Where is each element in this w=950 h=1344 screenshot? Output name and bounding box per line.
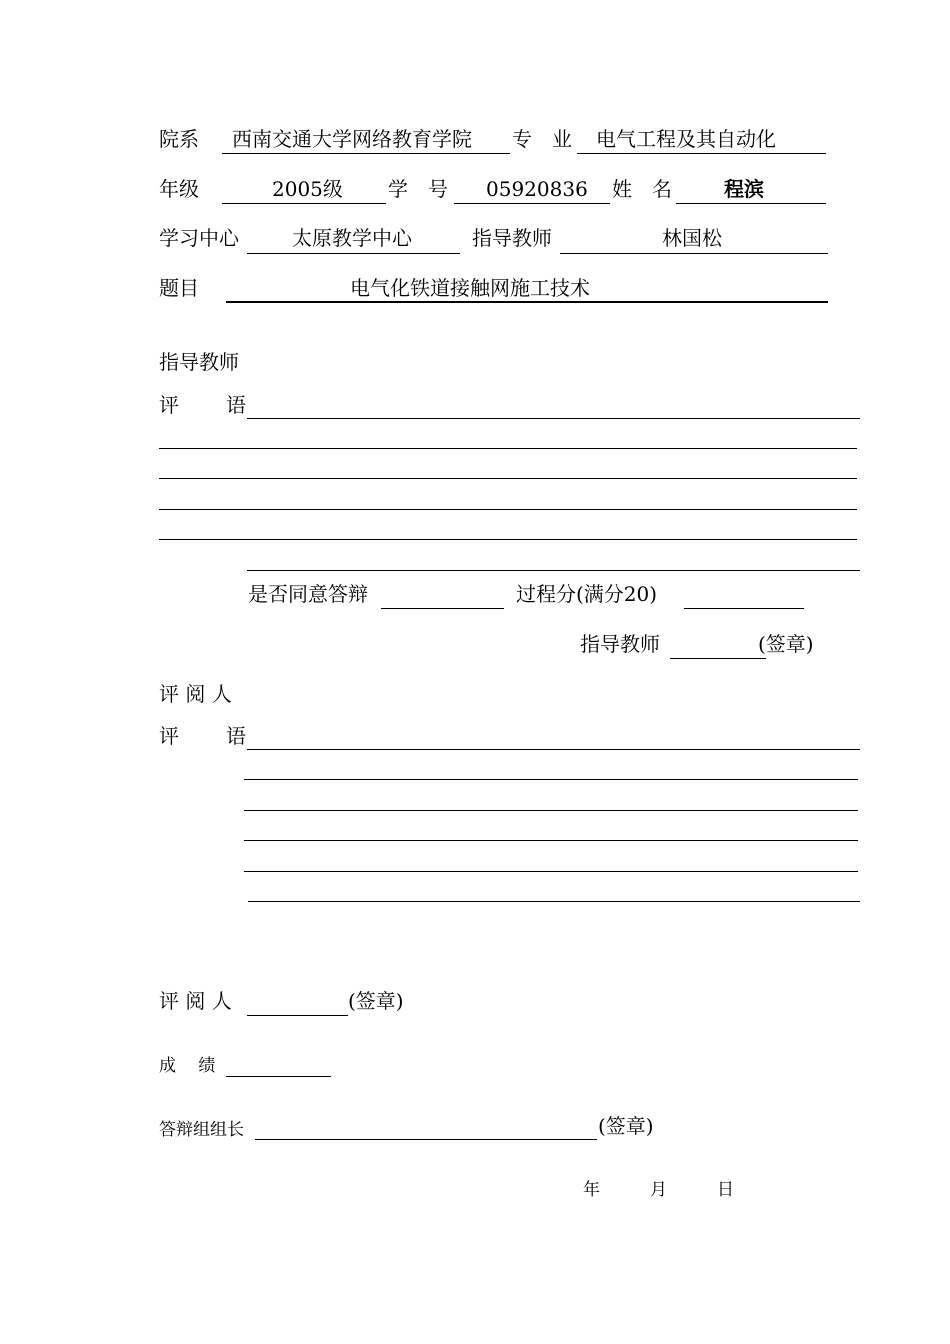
grade-label: 年级 [159,177,199,201]
process-score-label: 过程分(满分20) [516,582,658,606]
dept-value: 西南交通大学网络教育学院 [232,127,472,151]
reviewer-section-heading: 评 阅 人 [159,682,232,706]
dept-label: 院系 [159,127,199,151]
advisor-seal-label: (签章) [758,632,814,656]
reviewer-comment-label-2: 语 [226,724,246,748]
advisor-comment-line [159,509,857,510]
center-value: 太原教学中心 [292,226,412,250]
advisor-comment-line [247,418,860,419]
reviewer-comment-label-1: 评 [159,724,179,748]
advisor-comment-label-1: 评 [159,393,179,417]
topic-value: 电气化铁道接触网施工技术 [350,276,590,300]
dept-underline [222,153,510,154]
major-value: 电气工程及其自动化 [596,127,776,151]
reviewer-comment-line [244,779,858,780]
student-id-underline [454,203,610,204]
advisor-signature-label: 指导教师 [580,632,660,656]
date-day: 日 [717,1180,734,1200]
grade-value: 2005级 [272,177,343,201]
name-value: 程滨 [724,177,764,201]
leader-label: 答辩组组长 [159,1120,244,1140]
reviewer-comment-line [247,749,860,750]
advisor-label: 指导教师 [472,226,552,250]
score-underline [226,1076,331,1077]
date-month: 月 [650,1180,667,1200]
reviewer-comment-line [244,871,858,872]
advisor-comment-line [247,570,860,571]
name-underline [676,203,826,204]
advisor-underline [560,253,828,254]
center-underline [247,253,460,254]
reviewer-comment-line [248,901,860,902]
major-label: 专 业 [512,127,572,151]
advisor-comment-label-2: 语 [226,393,246,417]
advisor-comment-line [159,478,857,479]
topic-label: 题目 [159,276,199,300]
center-label: 学习中心 [159,226,239,250]
major-underline [577,153,826,154]
advisor-value: 林国松 [662,226,722,250]
advisor-comment-line [159,448,857,449]
topic-underline [226,301,828,303]
leader-underline [255,1139,597,1140]
reviewer-signature-underline [247,1015,348,1016]
reviewer-comment-line [244,840,858,841]
score-label: 成 绩 [159,1056,216,1076]
name-label: 姓 名 [612,177,672,201]
date-year: 年 [583,1180,600,1200]
reviewer-signature-label: 评 阅 人 [159,989,232,1013]
process-score-underline [684,608,804,609]
leader-seal-label: (签章) [598,1114,654,1138]
grade-underline [222,203,386,204]
reviewer-seal-label: (签章) [348,989,404,1013]
advisor-comment-line [159,539,857,540]
student-id-label: 学 号 [388,177,448,201]
defense-label: 是否同意答辩 [248,582,368,606]
advisor-section-heading: 指导教师 [159,350,239,374]
advisor-signature-underline [670,658,766,659]
defense-underline [381,608,504,609]
student-id-value: 05920836 [486,177,588,201]
reviewer-comment-line [244,810,858,811]
